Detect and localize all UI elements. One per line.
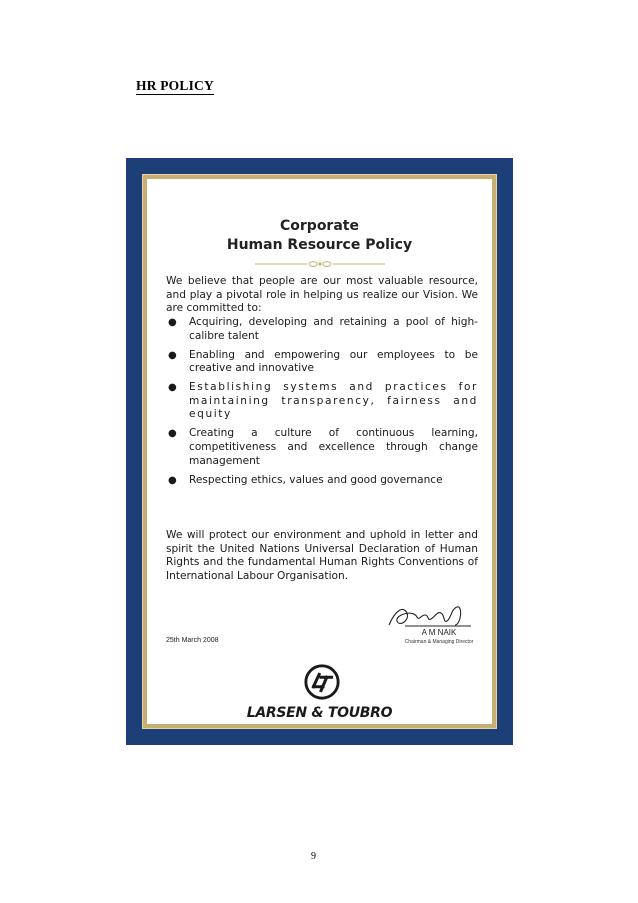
ornament-divider-icon [255,259,385,269]
list-item [166,349,478,376]
page-heading: HR POLICY [136,78,214,93]
poster-title-line-2: Human Resource Policy [226,237,413,253]
list-item [166,427,478,468]
bullet-icon: ● [168,474,177,486]
bullet-icon: ● [168,317,177,328]
poster-gold-border [142,174,497,729]
bullet-icon: ● [168,349,177,361]
bullet-icon: ● [168,428,177,440]
policy-closing: We will protect our environment and uphold in letter and spirit the United Nations Universal Declaration of Human Rights and the fundamental Human Rights Conventions of International Labour Organisation. [166,529,478,582]
list-item [166,316,478,343]
list-item [166,381,478,422]
list-item [166,474,478,488]
commitment-list [166,316,478,492]
poster-title-line-1: Corporate [280,218,359,234]
lt-logo-icon [303,663,341,701]
signatory-name: A M NAIK [421,628,457,637]
list-item-text: Establishing systems and practices for maintaining transparency, fairness and equity [189,381,478,421]
policy-poster-frame [126,158,513,745]
list-item-text: Creating a culture of continuous learning, competitiveness and excellence through change management [189,427,478,467]
bullet-icon: ● [168,382,177,394]
poster-paper [147,179,492,724]
list-item-text: Acquiring, developing and retaining a pool of high-calibre talent [189,316,478,342]
signatory-title: Chairman & Managing Director [404,639,474,645]
signature-icon [385,601,475,631]
list-item-text: Respecting ethics, values and good governance [189,473,443,486]
page-number: 9 [311,851,316,862]
policy-date: 25th March 2008 [166,637,219,644]
list-item-text: Enabling and empowering our employees to be creative and innovative [189,348,478,375]
policy-intro: We believe that people are our most valuable resource, and play a pivotal role in helping us realize our Vision. We are committed to: [166,275,478,315]
company-name: LARSEN & TOUBRO [246,705,393,721]
